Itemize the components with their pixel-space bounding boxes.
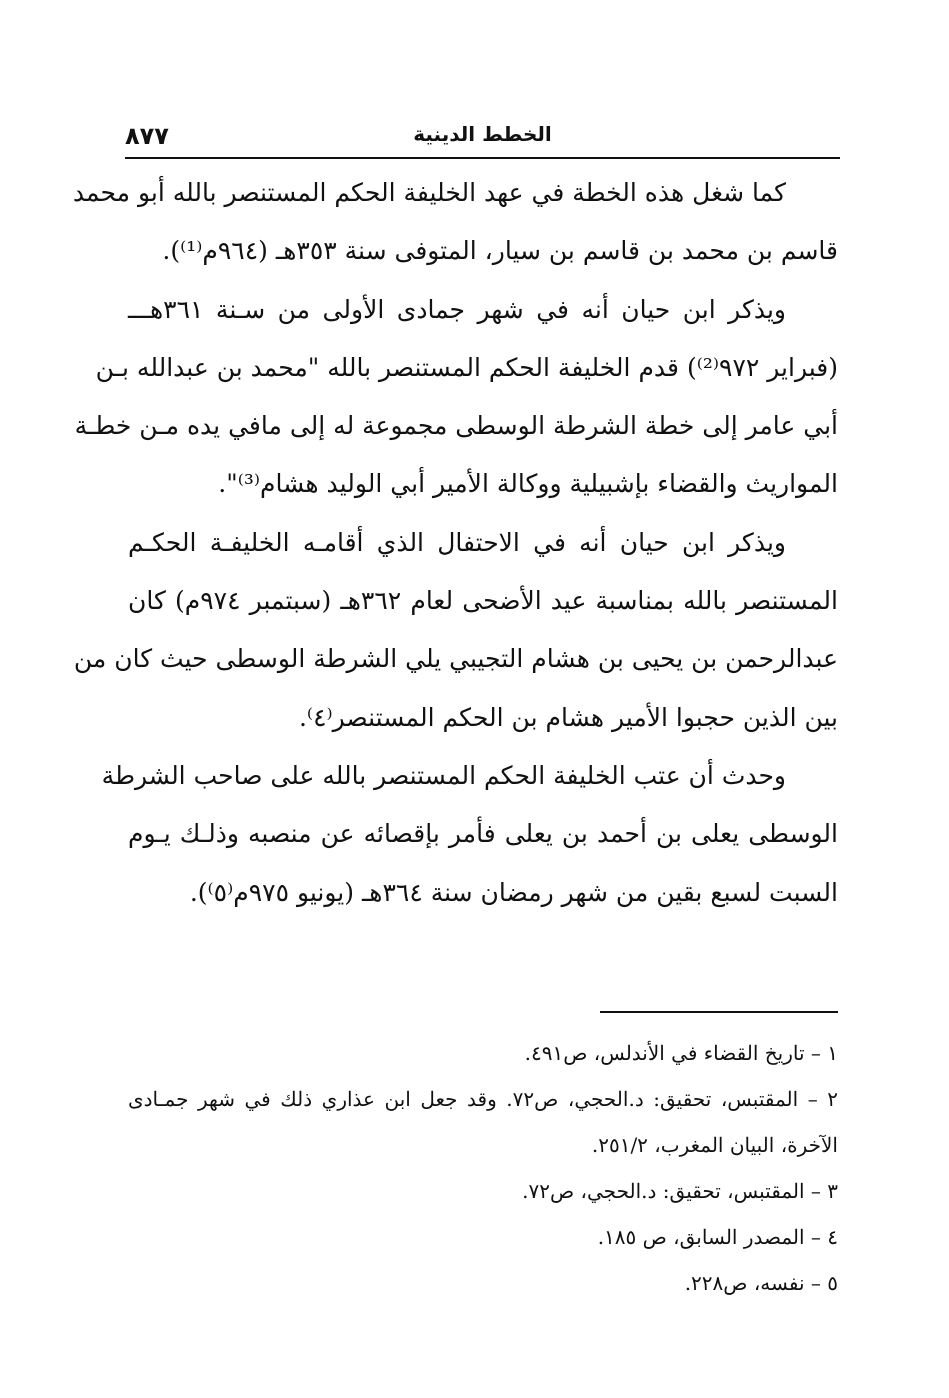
footnote-rule	[600, 1011, 838, 1013]
body-line: ويذكر ابن حيان أنه في الاحتفال الذي أقامـه الخليفـة الحكـم	[128, 527, 786, 557]
footnote-line: ٥ – نفسه، ص٢٢٨.	[684, 1271, 838, 1295]
body-line: أبي عامر إلى خطة الشرطة الوسطى مجموعة له إلى مافي يده مـن خطـة	[74, 411, 838, 441]
running-head: الخطط الدينية	[413, 122, 552, 146]
body-line: السبت لسبع بقين من شهر رمضان سنة ٣٦٤هـ (يونيو ٩٧٥م⁽٥⁾).	[189, 877, 838, 907]
page-header	[125, 120, 840, 160]
body-line: قاسم بن محمد بن قاسم بن سيار، المتوفى سنة ٣٥٣هـ (٩٦٤م⁽¹⁾).	[162, 236, 838, 266]
body-line: (فبراير ٩٧٢⁽²⁾) قدم الخليفة الحكم المستنصر بالله "محمد بن عبدالله بـن	[95, 352, 838, 382]
footnote-line: ٣ – المقتبس، تحقيق: د.الحجي، ص٧٢.	[522, 1179, 838, 1203]
body-line: المستنصر بالله بمناسبة عيد الأضحى لعام ٣٦٢هـ (سبتمبر ٩٧٤م) كان	[128, 586, 838, 616]
body-text	[72, 164, 838, 922]
footnote-line: ٢ – المقتبس، تحقيق: د.الحجي، ص٧٢. وقد جعل ابن عذاري ذلك في شهر جمـادى	[128, 1087, 838, 1111]
footnote-line: ٤ – المصدر السابق، ص ١٨٥.	[597, 1225, 838, 1249]
body-line: المواريث والقضاء بإشبيلية ووكالة الأمير أبي الوليد هشام⁽³⁾".	[218, 469, 838, 499]
body-line: بين الذين حجبوا الأمير هشام بن الحكم المستنصر⁽٤⁾.	[298, 702, 838, 732]
footnote-line: الآخرة، البيان المغرب، ٢٥١/٢.	[591, 1133, 838, 1157]
body-line: كما شغل هذه الخطة في عهد الخليفة الحكم المستنصر بالله أبو محمد	[72, 178, 786, 207]
body-line: الوسطى يعلى بن أحمد بن يعلى فأمر بإقصائه عن منصبه وذلـك يـوم	[128, 819, 838, 849]
footnote-line: ١ – تاريخ القضاء في الأندلس، ص٤٩١.	[524, 1041, 838, 1065]
body-line: وحدث أن عتب الخليفة الحكم المستنصر بالله على صاحب الشرطة	[101, 760, 786, 790]
header-rule	[125, 157, 840, 159]
footnotes	[128, 1030, 838, 1306]
body-line: ويذكر ابن حيان أنه في شهر جمادى الأولى من سـنة ٣٦١هـــ	[128, 294, 786, 324]
body-line: عبدالرحمن بن يحيى بن هشام التجيبي يلي الشرطة الوسطى حيث كان من	[73, 644, 838, 674]
page-number: ٨٧٧	[125, 122, 169, 150]
